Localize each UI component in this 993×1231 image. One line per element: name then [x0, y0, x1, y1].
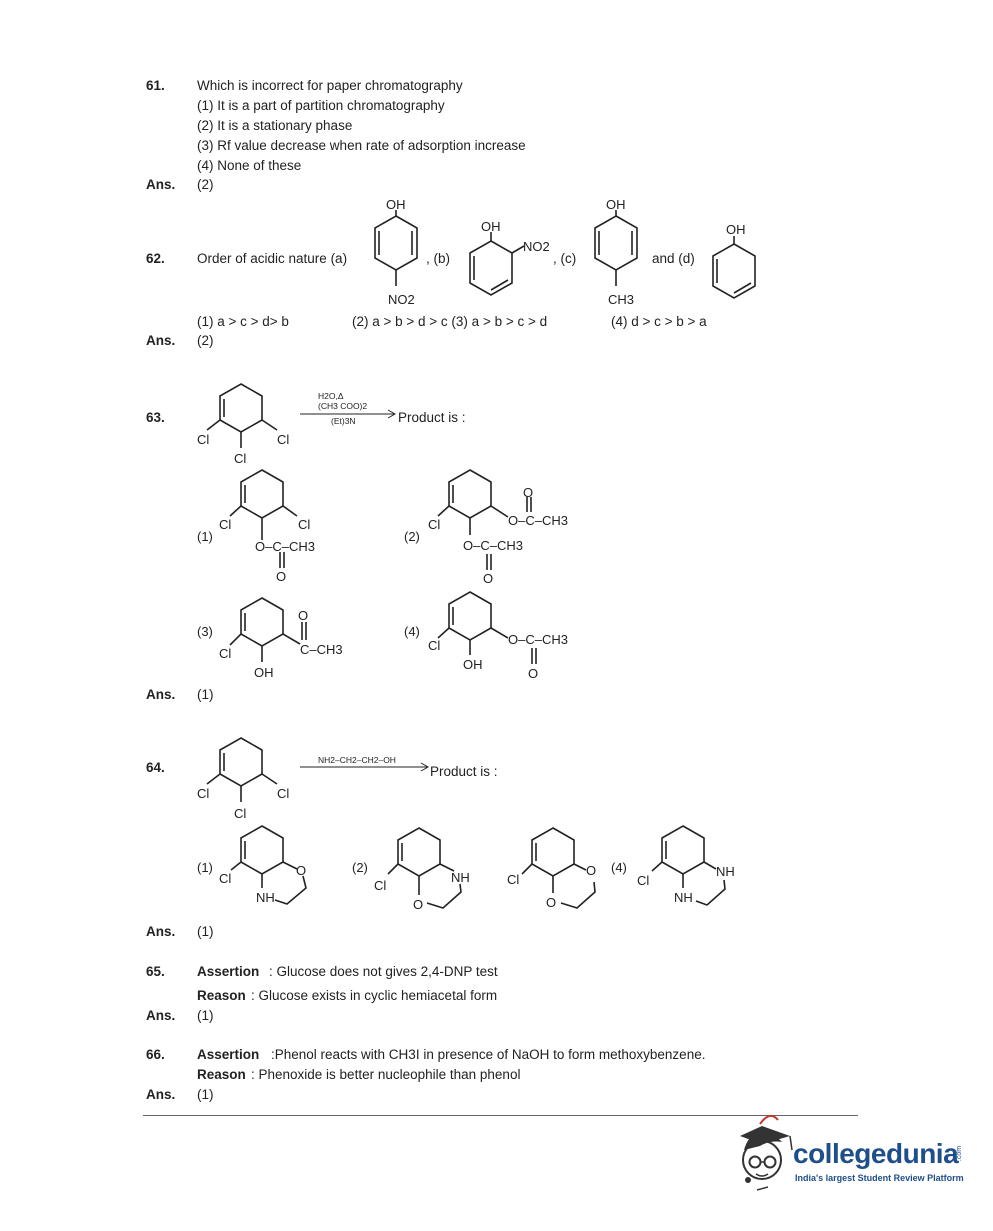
svg-text:Cl: Cl — [507, 872, 520, 887]
reason-label: Reason — [197, 988, 246, 1003]
svg-text:O–C–CH3: O–C–CH3 — [463, 538, 523, 553]
svg-text:Cl: Cl — [637, 873, 650, 888]
option: (1) a > c > d> b — [197, 314, 289, 329]
option: (4) None of these — [197, 158, 302, 173]
answer-label: Ans. — [146, 1087, 176, 1102]
svg-text:O: O — [276, 569, 287, 584]
svg-text:O–C–CH3: O–C–CH3 — [255, 539, 315, 554]
svg-text:Cl: Cl — [234, 451, 247, 466]
svg-text:O–C–CH3: O–C–CH3 — [508, 513, 568, 528]
svg-text:OH: OH — [254, 665, 274, 680]
svg-text:NH: NH — [451, 870, 470, 885]
svg-text:NH: NH — [674, 890, 693, 905]
reason-text: : Phenoxide is better nucleophile than phenol — [251, 1067, 521, 1082]
question-text: Which is incorrect for paper chromatography — [197, 78, 463, 93]
answer-label: Ans. — [146, 1008, 176, 1023]
svg-text:C–CH3: C–CH3 — [300, 642, 343, 657]
svg-text:Cl: Cl — [428, 517, 441, 532]
assertion-label: Assertion — [197, 964, 260, 979]
question-number: 66. — [146, 1047, 165, 1062]
svg-text:Cl: Cl — [219, 517, 232, 532]
subst-label: CH3 — [608, 292, 635, 307]
svg-text:H2O,Δ: H2O,Δ — [318, 391, 344, 401]
answer-value: (2) — [197, 333, 214, 348]
product-text: Product is : — [398, 410, 466, 425]
subst-label: NO2 — [388, 292, 415, 307]
answer-value: (1) — [197, 687, 214, 702]
answer-label: Ans. — [146, 924, 176, 939]
svg-text:Cl: Cl — [219, 871, 232, 886]
svg-text:O: O — [296, 863, 307, 878]
svg-text:Cl: Cl — [197, 786, 210, 801]
brand-suffix: .com — [956, 1145, 964, 1162]
svg-text:O: O — [298, 608, 309, 623]
subst-label: OH — [386, 197, 406, 212]
question-number: 62. — [146, 251, 165, 266]
option: (1) It is a part of partition chromatography — [197, 98, 445, 113]
brand-tagline: India's largest Student Review Platform — [795, 1173, 964, 1183]
svg-text:NH2–CH2–CH2–OH: NH2–CH2–CH2–OH — [318, 755, 396, 765]
question-number: 63. — [146, 410, 165, 425]
option: (2) It is a stationary phase — [197, 118, 353, 133]
svg-text:Cl: Cl — [197, 432, 210, 447]
svg-text:(4): (4) — [404, 624, 420, 639]
svg-text:NH: NH — [256, 890, 275, 905]
answer-value: (2) — [197, 177, 214, 192]
svg-text:O: O — [586, 863, 597, 878]
reason-text: : Glucose exists in cyclic hemiacetal form — [251, 988, 498, 1003]
answer-value: (1) — [197, 1087, 214, 1102]
svg-text:(2): (2) — [352, 860, 368, 875]
svg-text:(1): (1) — [197, 529, 213, 544]
brand-name: collegedunia — [793, 1138, 959, 1169]
reason-label: Reason — [197, 1067, 246, 1082]
svg-text:Cl: Cl — [219, 646, 232, 661]
assertion-text: : Glucose does not gives 2,4-DNP test — [269, 964, 498, 979]
product-text: Product is : — [430, 764, 498, 779]
svg-text:O: O — [483, 571, 494, 586]
question-text: Order of acidic nature (a) — [197, 251, 348, 266]
question-number: 61. — [146, 78, 165, 93]
svg-text:O: O — [413, 897, 424, 912]
answer-value: (1) — [197, 924, 214, 939]
svg-text:OH: OH — [463, 657, 483, 672]
question-number: 64. — [146, 760, 165, 775]
svg-text:Cl: Cl — [298, 517, 311, 532]
svg-text:(4): (4) — [611, 860, 627, 875]
assertion-text: :Phenol reacts with CH3I in presence of NaOH to form methoxybenzene. — [271, 1047, 706, 1062]
svg-text:NH: NH — [716, 864, 735, 879]
subst-label: OH — [481, 219, 501, 234]
svg-text:Cl: Cl — [277, 432, 290, 447]
svg-text:O–C–CH3: O–C–CH3 — [508, 632, 568, 647]
answer-label: Ans. — [146, 177, 176, 192]
separator-c: , (c) — [553, 251, 577, 266]
svg-text:Cl: Cl — [234, 806, 247, 821]
svg-text:(Et)3N: (Et)3N — [331, 416, 356, 426]
svg-text:(CH3 COO)2: (CH3 COO)2 — [318, 401, 368, 411]
subst-label: NO2 — [523, 239, 550, 254]
subst-label: OH — [606, 197, 626, 212]
svg-text:O: O — [546, 895, 557, 910]
assertion-label: Assertion — [197, 1047, 260, 1062]
svg-text:Cl: Cl — [374, 878, 387, 893]
separator-d: and (d) — [652, 251, 695, 266]
option: (4) d > c > b > a — [611, 314, 707, 329]
separator-b: , (b) — [426, 251, 451, 266]
question-number: 65. — [146, 964, 165, 979]
option: (3) Rf value decrease when rate of adsorption increase — [197, 138, 526, 153]
svg-text:O: O — [523, 485, 534, 500]
svg-text:(2): (2) — [404, 529, 420, 544]
svg-text:O: O — [528, 666, 539, 681]
subst-label: OH — [726, 222, 746, 237]
svg-text:(1): (1) — [197, 860, 213, 875]
svg-text:(3): (3) — [197, 624, 213, 639]
option: (2) a > b > d > c (3) a > b > c > d — [352, 314, 548, 329]
svg-text:Cl: Cl — [428, 638, 441, 653]
svg-text:Cl: Cl — [277, 786, 290, 801]
answer-label: Ans. — [146, 687, 176, 702]
answer-label: Ans. — [146, 333, 176, 348]
answer-value: (1) — [197, 1008, 214, 1023]
